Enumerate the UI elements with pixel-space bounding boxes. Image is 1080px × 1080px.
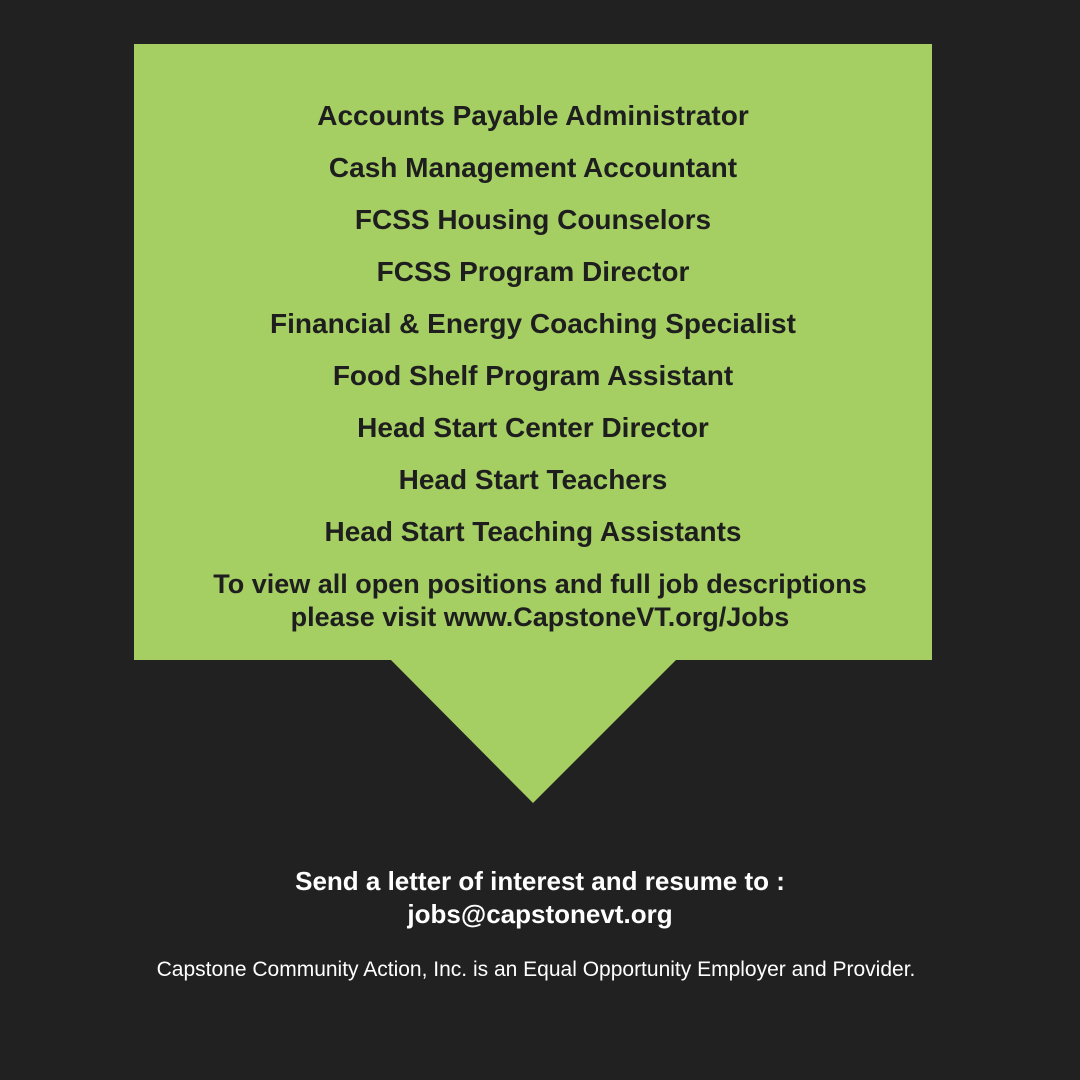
eeo-statement: Capstone Community Action, Inc. is an Equal Opportunity Employer and Provider.: [156, 958, 916, 981]
job-title: Cash Management Accountant: [328, 152, 738, 183]
job-title: Head Start Teaching Assistants: [324, 516, 742, 547]
visit-note: [0, 568, 1080, 634]
visit-note-line2: please visit www.CapstoneVT.org/Jobs: [290, 602, 790, 632]
job-title: Head Start Center Director: [357, 412, 709, 443]
job-title: Financial & Energy Coaching Specialist: [270, 308, 796, 339]
apply-email: jobs@capstonevt.org: [407, 899, 673, 929]
job-title: Accounts Payable Administrator: [317, 100, 749, 131]
apply-instructions: [0, 865, 1080, 931]
apply-instructions-text: Send a letter of interest and resume to :: [295, 866, 785, 896]
job-title: FCSS Housing Counselors: [354, 204, 712, 235]
job-title: Head Start Teachers: [398, 464, 668, 495]
job-title: Food Shelf Program Assistant: [332, 360, 734, 391]
job-title: FCSS Program Director: [376, 256, 690, 287]
job-list: [134, 102, 932, 570]
visit-note-line1: To view all open positions and full job descriptions: [213, 569, 867, 599]
